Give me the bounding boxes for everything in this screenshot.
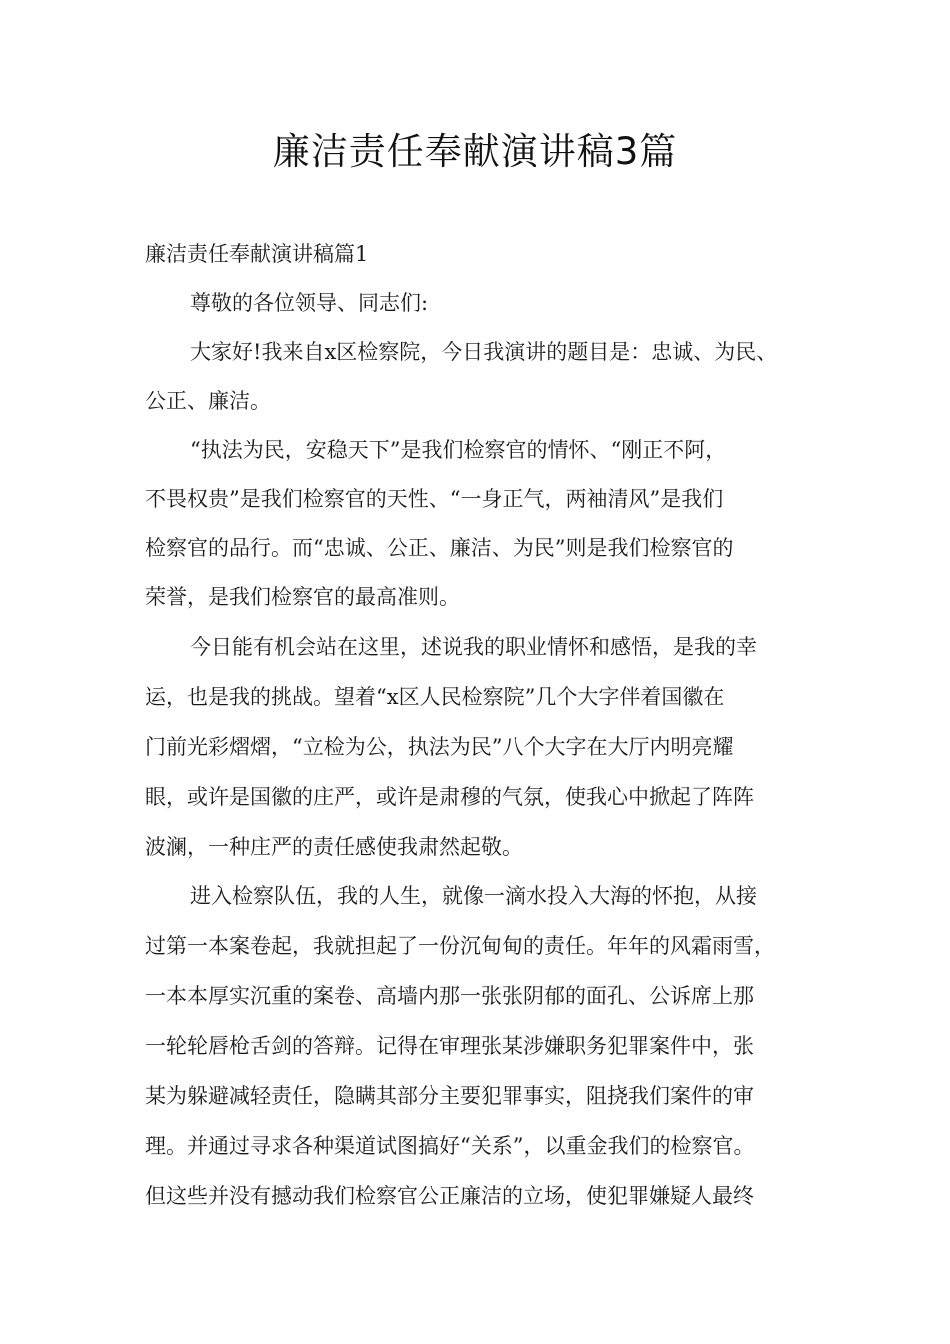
paragraph-line: 某为躲避减轻责任，隐瞒其部分主要犯罪事实，阻挠我们案件的审 — [145, 1084, 754, 1108]
paragraph-line: “执法为民，安稳天下”是我们检察官的情怀、“刚正不阿， — [190, 438, 727, 462]
paragraph-line: 过第一本案卷起，我就担起了一份沉甸甸的责任。年年的风霜雨雪， — [145, 934, 775, 958]
document-title: 廉洁责任奉献演讲稿3篇 — [272, 130, 678, 173]
paragraph-line: 运，也是我的挑战。望着“x区人民检察院”几个大字伴着国徽在 — [145, 685, 725, 709]
paragraph-line: 但这些并没有撼动我们检察官公正廉洁的立场，使犯罪嫌疑人最终 — [145, 1184, 754, 1208]
paragraph-line: 一轮轮唇枪舌剑的答辩。记得在审理张某涉嫌职务犯罪案件中，张 — [145, 1034, 754, 1058]
paragraph-line: 理。并通过寻求各种渠道试图搞好“关系”，以重金我们的检察官。 — [145, 1134, 755, 1158]
paragraph-line: 尊敬的各位领导、同志们: — [190, 291, 429, 315]
section-heading: 廉洁责任奉献演讲稿篇1 — [145, 242, 369, 266]
paragraph-line: 门前光彩熠熠，“立检为公，执法为民”八个大字在大厅内明亮耀 — [145, 735, 734, 759]
paragraph-line: 一本本厚实沉重的案卷、高墙内那一张张阴郁的面孔、公诉席上那 — [145, 984, 754, 1008]
paragraph-line: 荣誉，是我们检察官的最高准则。 — [145, 585, 460, 609]
paragraph-line: 眼，或许是国徽的庄严，或许是肃穆的气氛，使我心中掀起了阵阵 — [145, 785, 754, 809]
paragraph-line: 今日能有机会站在这里，述说我的职业情怀和感悟，是我的幸 — [190, 635, 757, 659]
paragraph-line: 大家好!我来自x区检察院，今日我演讲的题目是：忠诚、为民、 — [190, 340, 778, 364]
paragraph-line: 进入检察队伍，我的人生，就像一滴水投入大海的怀抱，从接 — [190, 884, 757, 908]
paragraph-line: 不畏权贵”是我们检察官的天性、“一身正气，两袖清风”是我们 — [145, 487, 724, 511]
paragraph-line: 公正、廉洁。 — [145, 389, 271, 413]
paragraph-line: 波澜，一种庄严的责任感使我肃然起敬。 — [145, 835, 523, 859]
paragraph-line: 检察官的品行。而“忠诚、公正、廉洁、为民”则是我们检察官的 — [145, 536, 734, 560]
